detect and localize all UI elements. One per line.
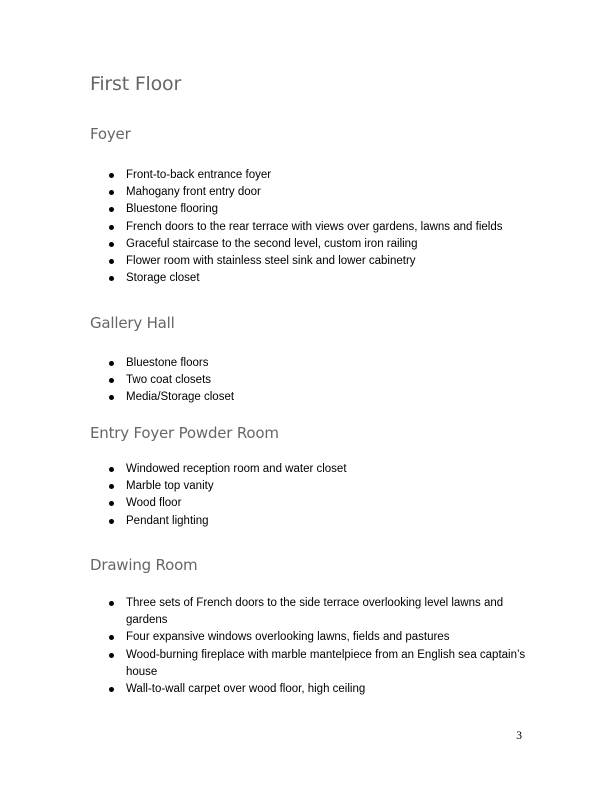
bullet-icon — [109, 653, 114, 658]
bullet-icon — [109, 395, 114, 400]
list-item-text: Bluestone floors — [126, 357, 209, 369]
list-item-text: Two coat closets — [126, 374, 212, 387]
list-item — [126, 478, 526, 495]
list-item — [126, 389, 526, 406]
list-item-text: Four expansive windows overlooking lawns, fields and pastures — [126, 631, 450, 644]
list-item — [126, 461, 526, 478]
bullet-icon — [109, 635, 114, 640]
list-item — [126, 219, 526, 236]
list-item — [126, 629, 526, 646]
list-item-text: Storage closet — [126, 272, 200, 285]
section-heading-gallery-hall: Gallery Hall — [90, 314, 175, 332]
gallery-hall-list — [126, 355, 526, 407]
foyer-list — [126, 167, 526, 287]
bullet-icon — [109, 501, 114, 506]
list-item-text: Three sets of French doors to the side terrace overlooking level lawns and gardens — [126, 597, 504, 627]
list-item — [126, 253, 526, 270]
page-title: First Floor — [90, 73, 182, 95]
bullet-icon — [109, 378, 114, 383]
list-item — [126, 495, 526, 512]
bullet-icon — [109, 687, 114, 692]
section-heading-drawing-room: Drawing Room — [90, 556, 198, 574]
list-item-text: Mahogany front entry door — [126, 186, 261, 199]
list-item — [126, 184, 526, 201]
bullet-icon — [109, 207, 114, 212]
section-heading-entry-foyer-powder-room: Entry Foyer Powder Room — [90, 424, 279, 442]
drawing-room-list — [126, 595, 526, 698]
list-item-text: Marble top vanity — [126, 480, 214, 493]
list-item-text: Wood-burning fireplace with marble mantelpiece from an English sea captain’s house — [126, 648, 526, 678]
list-item-text: Wall-to-wall carpet over wood floor, high ceiling — [126, 683, 366, 696]
list-item-text: Wood floor — [126, 497, 182, 510]
list-item — [126, 372, 526, 389]
page-number: 3 — [516, 730, 522, 742]
bullet-icon — [109, 361, 114, 366]
bullet-icon — [109, 173, 114, 178]
bullet-icon — [109, 467, 114, 472]
list-item — [126, 270, 526, 287]
powder-room-list — [126, 461, 526, 530]
list-item — [126, 201, 526, 218]
list-item — [126, 355, 526, 372]
bullet-icon — [109, 259, 114, 264]
bullet-icon — [109, 484, 114, 489]
list-item-text: Bluestone flooring — [126, 203, 219, 216]
bullet-icon — [109, 190, 114, 195]
list-item-text: French doors to the rear terrace with views over gardens, lawns and fields — [126, 220, 503, 233]
list-item — [126, 513, 526, 530]
list-item-text: Graceful staircase to the second level, custom iron railing — [126, 237, 418, 250]
list-item-text: Media/Storage closet — [126, 391, 235, 404]
list-item-text: Front-to-back entrance foyer — [126, 169, 272, 181]
list-item — [126, 595, 526, 629]
list-item-text: Pendant lighting — [126, 514, 209, 527]
list-item — [126, 681, 526, 698]
bullet-icon — [109, 225, 114, 230]
list-item-text: Windowed reception room and water closet — [126, 463, 347, 475]
bullet-icon — [109, 601, 114, 606]
bullet-icon — [109, 519, 114, 524]
list-item — [126, 167, 526, 184]
bullet-icon — [109, 242, 114, 247]
section-heading-foyer: Foyer — [90, 125, 131, 143]
list-item — [126, 647, 526, 681]
list-item — [126, 236, 526, 253]
bullet-icon — [109, 276, 114, 281]
list-item-text: Flower room with stainless steel sink and lower cabinetry — [126, 255, 416, 268]
